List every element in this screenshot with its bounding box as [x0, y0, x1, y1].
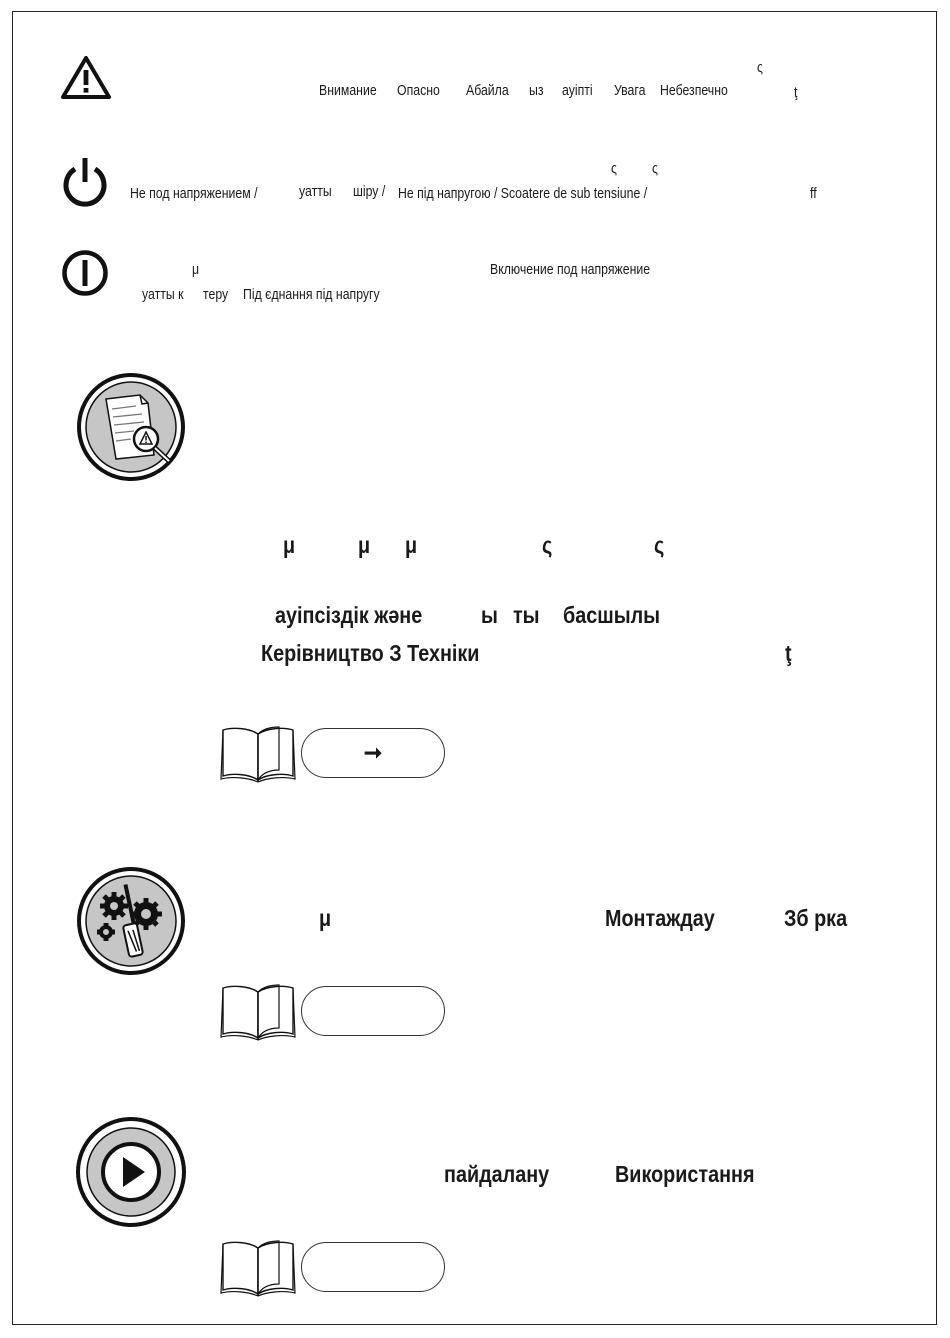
safety-title-kz-2: ы	[481, 602, 498, 628]
safety-page-ref-button[interactable]	[301, 728, 445, 778]
power-off-cedilla-2: ς	[652, 160, 658, 177]
arrow-right-icon: ➞	[363, 740, 383, 765]
usage-page-ref-button[interactable]	[301, 1242, 445, 1292]
usage-title-uk: Використання	[615, 1161, 755, 1187]
open-book-icon	[219, 982, 297, 1042]
open-book-icon	[219, 724, 297, 784]
assembly-title-kz: Монтаждау	[605, 905, 715, 931]
warning-label-kz-3: ауіпті	[562, 82, 593, 99]
play-icon	[76, 1116, 188, 1228]
document-inspection-icon	[76, 373, 188, 485]
power-on-mu: μ	[192, 261, 200, 278]
warning-label-kz-1: Абайла	[466, 82, 509, 99]
safety-title-uk: Керівництво З Техніки	[261, 640, 480, 666]
power-on-text-2: теру	[203, 286, 229, 303]
warning-cedilla: ς	[757, 59, 763, 76]
warning-label-ru-2: Опасно	[397, 82, 440, 99]
warning-label-kz-2: ыз	[529, 82, 544, 99]
usage-title-kz: пайдалану	[444, 1161, 550, 1187]
assembly-page-ref-button[interactable]	[301, 986, 445, 1036]
power-off-text-3: шіру /	[353, 183, 386, 200]
safety-title-kz-4: басшылы	[563, 602, 661, 628]
power-on-text-1: уатты к	[142, 286, 184, 303]
safety-title-kz-1: ауіпсіздік және	[275, 602, 423, 628]
safety-mu-1: μ	[283, 532, 296, 558]
gear-screwdriver-icon	[76, 866, 188, 978]
open-book-icon	[219, 1238, 297, 1298]
power-off-text-2: уатты	[299, 183, 332, 200]
warning-triangle-icon	[60, 54, 112, 100]
power-on-text-3: Під єднання під напругу	[243, 286, 380, 303]
safety-mu-2: μ	[358, 532, 371, 558]
safety-title-tail: ţ	[785, 640, 792, 666]
power-on-icon	[61, 249, 109, 297]
power-off-ff: ff	[810, 185, 817, 202]
power-off-text-4: Не під напругою / Scoatere de sub tensiune /	[398, 185, 648, 202]
power-off-text-1: Не под напряжением /	[130, 185, 258, 202]
safety-cedilla-1: ς	[542, 532, 553, 558]
warning-label-ru-1: Внимание	[319, 82, 377, 99]
assembly-title-uk: Зб рка	[784, 905, 848, 931]
power-standby-icon	[60, 156, 110, 208]
safety-title-kz-3: ты	[513, 602, 540, 628]
safety-cedilla-2: ς	[654, 532, 665, 558]
warning-label-uk-2: Небезпечно	[660, 82, 728, 99]
warning-t-comma: ţ	[794, 84, 798, 101]
power-off-cedilla-1: ς	[611, 160, 617, 177]
warning-label-uk-1: Увага	[614, 82, 646, 99]
assembly-mu: μ	[319, 905, 332, 931]
safety-mu-3: μ	[405, 532, 418, 558]
power-on-label-ru: Включение под напряжение	[490, 261, 651, 278]
